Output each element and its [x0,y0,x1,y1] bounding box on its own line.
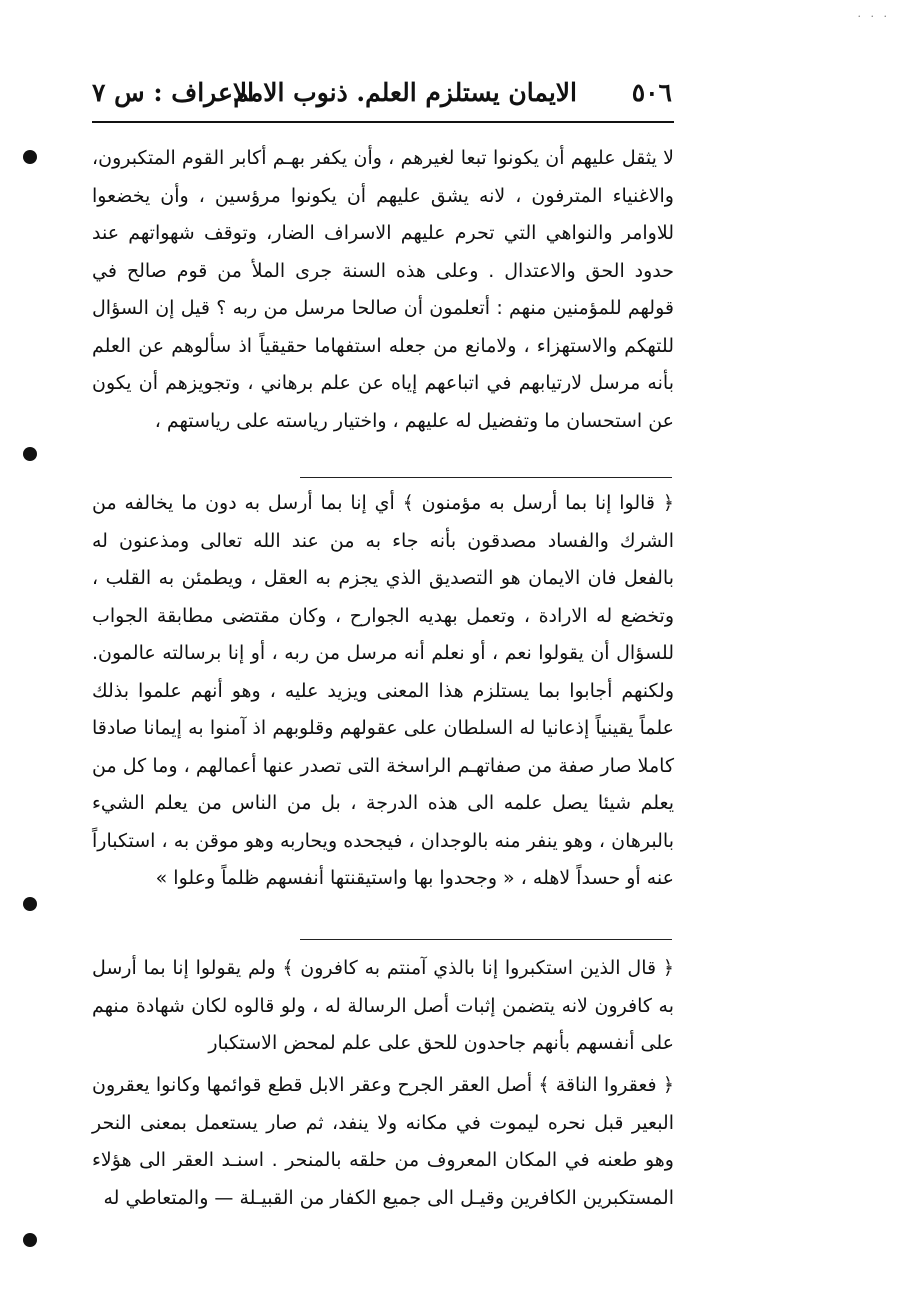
paragraph: ﴿ فعقروا الناقة ﴾ أصل العقر الجرح وعقر الابل قطع قوائمها وكانوا يعقرون البعير قبل نحره ليموت في مكانه ولا ينفد، ثم صار يستعمل بمعنى النحر وهو طعنه في المكان المعروف من حلقه بالمنحر . اسنـد العقر الى هؤلاء المستكبرين الكافرين وقيـل الى جميع الكفار من القبيـلة — والمتعاطي له [92,1074,674,1209]
surah-reference: الاعراف : س ٧ [92,78,255,107]
paragraph: ﴿ قالوا إنا بما أرسل به مؤمنون ﴾ أي إنا بما أرسل به دون ما يخالفه من الشرك والفساد مصدقون بأنه جاء به من عند الله تعالى ومذعنون له بالفعل فان الايمان هو التصديق الذي يجزم به العقل ، ويطمئن به القلب ، وتخضع له الارادة ، وتعمل بهديه الجوارح ، وكان مقتضى مطابقة الجواب للسؤال أن يقولوا نعم ، أو نعلم أنه مرسل من ربه ، أو إنا برسالته عالمون. ولكنهم أجابوا بما يستلزم هذا المعنى ويزيد عليه ، وهو أنهم علموا بذلك علماً يقينياً إذعانيا له السلطان على عقولهم وقلوبهم اذ آمنوا به إيمانا صادقا كاملا صار صفة من صفاتهـم الراسخة التى تصدر عنها أعمالهم ، وما كل من يعلم شيئا يصل علمه الى هذه الدرجة ، بل من الناس من يعلم الشيء بالبرهان ، وهو ينفر منه بالوجدان ، فيجحده ويحاربه وهو موقن به ، استكباراً عنه أو حسداً لاهله ، « وجحدوا بها واستيقنتها أنفسهم ظلماً وعلوا » [92,492,674,889]
margin-dot [23,897,37,911]
margin-dot [23,447,37,461]
running-title: الايمان يستلزم العلم. ذنوب الامم [233,78,577,107]
page-header [92,78,672,118]
paragraph: لا يثقل عليهم أن يكونوا تبعا لغيرهم ، وأن يكفر بهـم أكابر القوم المتكبرون، والاغنياء المترفون ، لانه يشق عليهم أن يكونوا مرؤسين ، وأن يخضعوا للاوامر والنواهي التي تحرم عليهم الاسراف الضار، وتوقف شهواتهم عند حدود الحق والاعتدال . وعلى هذه السنة جرى الملأ من قوم صالح في قولهم للمؤمنين منهم : أتعلمون أن صالحا مرسل من ربه ؟ قيل إن السؤال للتهكم والاستهزاء ، ولامانع من جعله استفهاما حقيقياً اذ سألوهم عن العلم بأنه مرسل لارتيابهم في اتباعهم إياه عن علم برهاني ، وتجويزهم أن يكون عن استحسان ما وتفضيل له عليهم ، واختيار رياسته على رياستهم ، [92,147,674,432]
margin-dot [23,150,37,164]
scan-specks: · · · [857,10,890,23]
paragraph: ﴿ قال الذين استكبروا إنا بالذي آمنتم به كافرون ﴾ ولم يقولوا إنا بما أرسل به كافرون لانه يتضمن إثبات أصل الرسالة له ، ولو قالوه لكان شهادة منهم على أنفسهم بأنهم جاحدون للحق على علم لمحض الاستكبار [92,957,674,1054]
margin-dot [23,1233,37,1247]
header-rule [92,121,674,123]
body-text [92,140,674,1257]
page-number: ٥٠٦ [631,78,672,107]
